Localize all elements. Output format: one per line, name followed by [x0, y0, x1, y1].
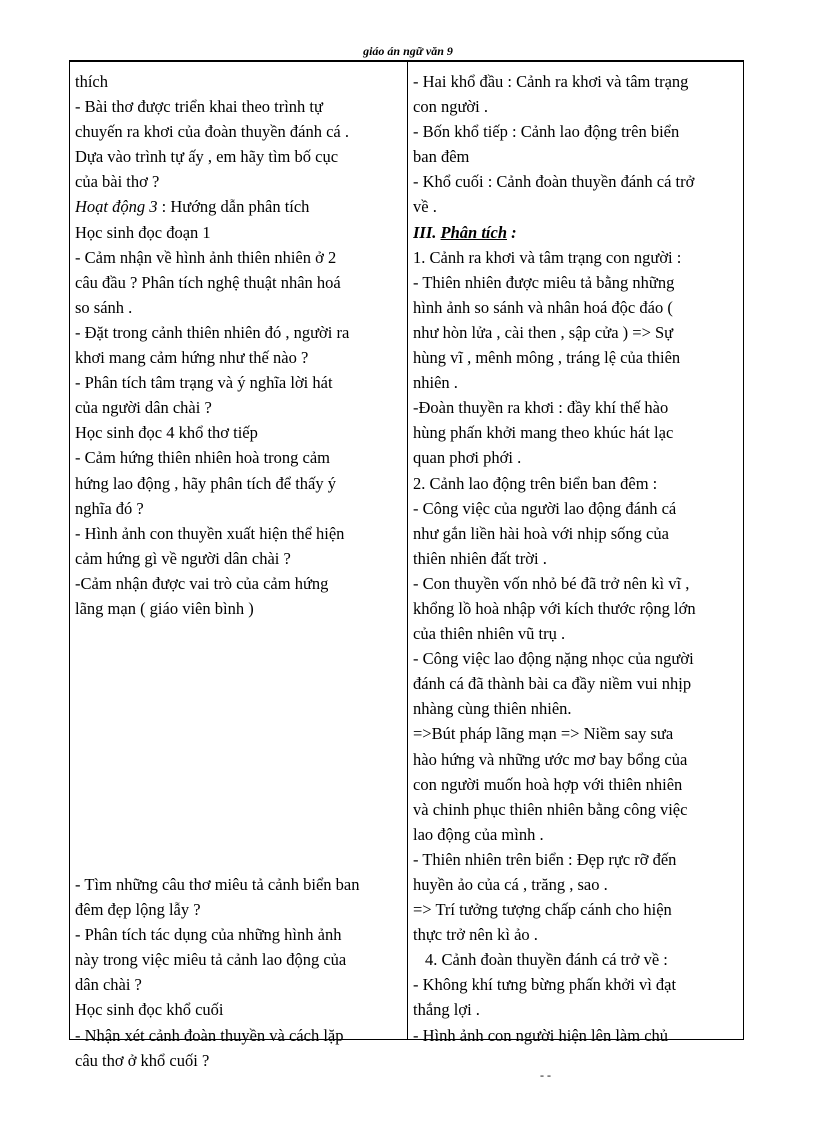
activity-text: : Hướng dẫn phân tích [157, 197, 310, 217]
left-column [75, 69, 403, 1073]
right-column [413, 69, 741, 1048]
blank-line [75, 747, 403, 772]
activity-heading [75, 194, 403, 219]
right-line: - Bốn khổ tiếp : Cảnh lao động trên biển [413, 122, 680, 142]
left-line: câu thơ ở khổ cuối ? [75, 1050, 210, 1070]
left-line: cảm hứng gì về người dân chài ? [75, 548, 291, 568]
blank-line [75, 822, 403, 847]
right-line: khổng lồ hoà nhập với kích thước rộng lớn [413, 598, 696, 618]
right-line: thiên nhiên đất trời . [413, 548, 547, 568]
right-line: và chinh phục thiên nhiên bằng công việc [413, 799, 688, 819]
right-line: - Khổ cuối : Cảnh đoàn thuyền đánh cá trở [413, 172, 695, 192]
left-line: - Hình ảnh con thuyền xuất hiện thể hiện [75, 523, 345, 543]
blank-line [75, 772, 403, 797]
activity-label: Hoạt động 3 [75, 197, 158, 217]
left-line: - Cảm nhận về hình ảnh thiên nhiên ở 2 [75, 247, 337, 267]
left-line: - Đặt trong cảnh thiên nhiên đó , người ra [75, 322, 350, 342]
right-line: thực trở nên kì ảo . [413, 925, 538, 945]
left-line: lãng mạn ( giáo viên bình ) [75, 598, 254, 618]
left-line: của người dân chài ? [75, 398, 212, 418]
right-line: hình ảnh so sánh và nhân hoá độc đáo ( [413, 297, 673, 317]
right-line: - Thiên nhiên được miêu tả bằng những [413, 272, 675, 292]
right-line: - Con thuyền vốn nhỏ bé đã trở nên kì vĩ , [413, 573, 690, 593]
right-line: như gắn liền hài hoà với nhịp sống của [413, 523, 669, 543]
right-line: =>Bút pháp lãng mạn => Niềm say sưa [413, 724, 674, 744]
section-number: III. [413, 222, 441, 242]
left-line: - Tìm những câu thơ miêu tả cảnh biển ban [75, 875, 360, 894]
left-line: của bài thơ ? [75, 172, 160, 192]
right-line: - Hình ảnh con người hiện lên làm chủ [413, 1025, 669, 1045]
left-line: - Nhận xét cảnh đoàn thuyền và cách lặp [75, 1025, 344, 1045]
left-line: - Cảm hứng thiên nhiên hoà trong cảm [75, 448, 331, 468]
blank-line [75, 646, 403, 671]
blank-line [75, 721, 403, 746]
right-line: huyền ảo của cá , trăng , sao . [413, 875, 608, 894]
left-line: đêm đẹp lộng lẫy ? [75, 900, 201, 920]
blank-line [75, 671, 403, 696]
right-line: 2. Cảnh lao động trên biển ban đêm : [413, 473, 658, 493]
right-line: thắng lợi . [413, 1000, 480, 1020]
left-line: - Phân tích tác dụng của những hình ảnh [75, 925, 342, 945]
right-line: đánh cá đã thành bài ca đầy niềm vui nhịp [413, 674, 692, 694]
right-line: con người . [413, 97, 488, 117]
right-line: về . [413, 197, 437, 217]
left-line: Học sinh đọc đoạn 1 [75, 222, 211, 242]
right-line: hùng vĩ , mênh mông , tráng lệ của thiên [413, 348, 681, 368]
right-line: ban đêm [413, 147, 470, 167]
right-line: => Trí tưởng tượng chấp cánh cho hiện [413, 900, 672, 920]
right-line: 4. Cảnh đoàn thuyền đánh cá trở về : [425, 950, 668, 970]
right-line: hào hứng và những ước mơ bay bổng của [413, 749, 688, 769]
right-line: - Công việc lao động nặng nhọc của người [413, 649, 694, 669]
left-line: nghĩa đó ? [75, 498, 144, 518]
section-title: Phân tích [440, 222, 507, 242]
right-line: quan phơi phới . [413, 448, 522, 468]
left-line: Học sinh đọc khổ cuối [75, 1000, 224, 1020]
left-line: khơi mang cảm hứng như thế nào ? [75, 348, 309, 368]
left-line: Dựa vào trình tự ấy , em hãy tìm bố cục [75, 147, 339, 167]
left-line: so sánh . [75, 297, 133, 317]
right-line: - Hai khổ đầu : Cảnh ra khơi và tâm trạng [413, 72, 689, 91]
right-line: con người muốn hoà hợp với thiên nhiên [413, 774, 683, 794]
left-line: -Cảm nhận được vai trò của cảm hứng [75, 573, 329, 593]
right-line: như hòn lửa , cài then , sập cửa ) => Sự [413, 322, 674, 342]
left-line: này trong việc miêu tả cảnh lao động của [75, 950, 347, 970]
left-line: Học sinh đọc 4 khổ thơ tiếp [75, 423, 258, 443]
right-line: - Công việc của người lao động đánh cá [413, 498, 677, 518]
page-header: giáo án ngữ văn 9 [363, 44, 453, 58]
page-number: - - [540, 1068, 551, 1082]
right-line: lao động của mình . [413, 824, 544, 844]
left-line: - Bài thơ được triển khai theo trình tự [75, 97, 323, 117]
lesson-table [69, 60, 744, 1070]
left-line: câu đầu ? Phân tích nghệ thuật nhân hoá [75, 272, 341, 292]
left-line: dân chài ? [75, 975, 142, 995]
blank-line [75, 696, 403, 721]
right-line: của thiên nhiên vũ trụ . [413, 624, 566, 644]
column-divider [407, 62, 408, 1039]
section-colon: : [507, 222, 517, 242]
left-line: hứng lao động , hãy phân tích để thấy ý [75, 473, 336, 493]
right-line: hùng phấn khởi mang theo khúc hát lạc [413, 423, 674, 443]
right-line: nhàng cùng thiên nhiên. [413, 699, 572, 719]
left-line: thích [75, 72, 108, 91]
right-line: 1. Cảnh ra khơi và tâm trạng con người : [413, 247, 682, 267]
right-line: - Không khí tưng bừng phấn khởi vì đạt [413, 975, 677, 995]
left-line: - Phân tích tâm trạng và ý nghĩa lời hát [75, 373, 333, 393]
blank-line [75, 847, 403, 872]
blank-line [75, 621, 403, 646]
left-line: chuyến ra khơi của đoàn thuyền đánh cá . [75, 122, 349, 142]
right-line: - Thiên nhiên trên biển : Đẹp rực rỡ đến [413, 849, 677, 869]
right-line: nhiên . [413, 373, 458, 393]
section-heading [413, 220, 741, 245]
right-line: -Đoàn thuyền ra khơi : đầy khí thế hào [413, 398, 669, 418]
blank-line [75, 797, 403, 822]
